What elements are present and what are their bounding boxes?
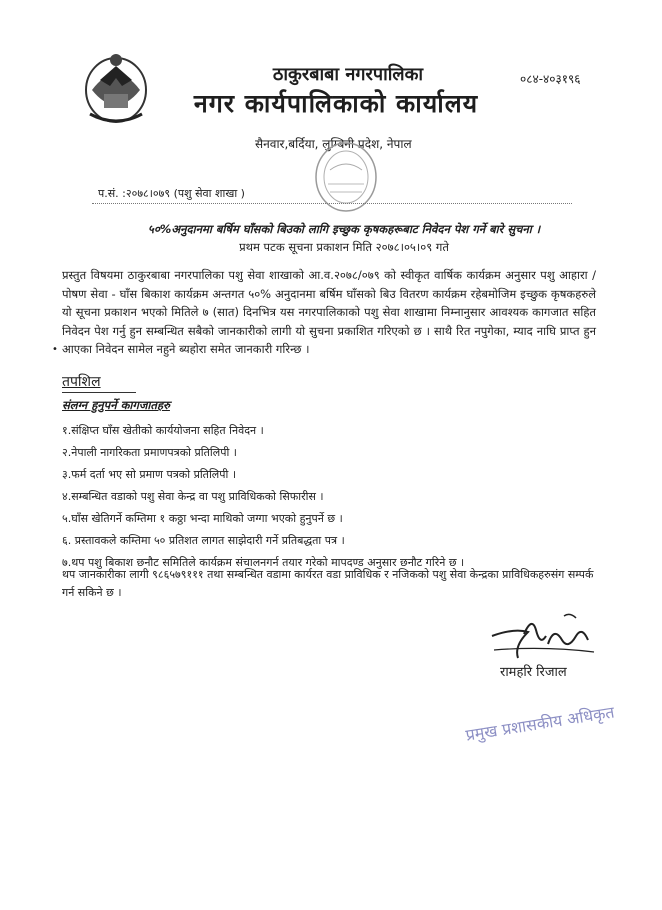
publication-date: प्रथम पटक सूचना प्रकाशन मिति २०७८।०५।०९ गते	[239, 240, 449, 254]
list-item: ७.थप पशु बिकाश छनौट समितिले कार्यक्रम संचालनगर्न तयार गरेको मापदण्ड अनुसार छनौट गरिने छ ।	[62, 556, 465, 569]
notice-subject: ५०%अनुदानमा बर्षिम घाँसको बिउको लागि इच्छुक कृषकहरूबाट निवेदन पेश गर्ने बारे सुचना ।	[147, 222, 541, 236]
list-item: २.नेपाली नागरिकता प्रमाणपत्रको प्रतिलिपी ।	[62, 446, 237, 459]
list-item: ३.फर्म दर्ता भए सो प्रमाण पत्रको प्रतिलिपी ।	[62, 468, 237, 481]
list-item: १.संक्षिप्त घाँस खेतीको कार्ययोजना सहित निवेदन ।	[62, 424, 264, 437]
municipality-name: ठाकुरबाबा नगरपालिका	[272, 64, 424, 85]
divider	[92, 203, 572, 204]
divider	[62, 392, 136, 393]
documents-heading: संलग्न हुनुपर्ने कागजातहरु	[62, 398, 170, 412]
list-item: ५.घाँस खेतिगर्ने कम्तिमा १ कठ्ठा भन्दा माथिको जग्गा भएको हुनुपर्ने छ ।	[62, 512, 343, 525]
bullet-dot: •	[52, 344, 58, 355]
nepal-emblem-icon	[82, 50, 150, 126]
handwritten-signature-icon	[484, 606, 604, 666]
documents-list	[62, 420, 464, 574]
signer-title-stamp: प्रमुख प्रशासकीय अधिकृत	[464, 702, 616, 745]
office-address: सैनवार,बर्दिया, लुम्बिनी प्रदेश, नेपाल	[255, 137, 412, 151]
list-item: ६. प्रस्तावकले कम्तिमा ५० प्रतिशत लागत साझेदारी गर्ने प्रतिबद्धता पत्र ।	[62, 534, 345, 547]
office-name: नगर कार्यपालिकाको कार्यालय	[193, 89, 479, 118]
reference-number: प.सं. :२०७८।०७९ (पशु सेवा शाखा )	[98, 187, 245, 200]
phone-number: ०८४-४०३१९६	[520, 72, 581, 86]
notice-body: प्रस्तुत विषयमा ठाकुरबाबा नगरपालिका पशु सेवा शाखाको आ.व.२०७८/०७९ को स्वीकृत वार्षिक कार्यक्रम अनुसार पशु आहारा / पोषण सेवा - घाँस बिकाश कार्यक्रम अन्तगत ५०% अनुदानमा बर्षिम घाँसको बिउ वितरण कार्यक्रम रहेबमोजिम इच्छुक कृषकहरुले यो सूचना प्रकाशन भएको मितिले ७ (सात) दिनभित्र यस नगरपालिकाको पशु सेवा शाखामा निम्नानुसार आवश्यक कागजात सहित निवेदन पेश गर्नु हुन सम्बन्धित सबैको जानकारीको लागी यो सुचना प्रकाशित गरिएको छ । साथै रित नपुगेका, म्याद नाघि प्राप्त हुन आएका निवेदन सामेल नहुने ब्यहोरा समेत जानकारी गरिन्छ ।	[62, 268, 596, 356]
signer-name: रामहरि रिजाल	[500, 665, 567, 680]
details-heading: तपशिल	[62, 374, 101, 390]
list-item: ४.सम्बन्धित वडाको पशु सेवा केन्द्र वा पशु प्राविधिकको सिफारीस ।	[62, 490, 324, 503]
contact-info: थप जानकारीका लागी ९८६५७९१११ तथा सम्बन्धित वडामा कार्यरत वडा प्राविधिक र नजिकको पशु सेवा केन्द्रका प्राविधिकहरुसंग सम्पर्क गर्न सकिने छ ।	[62, 568, 594, 599]
